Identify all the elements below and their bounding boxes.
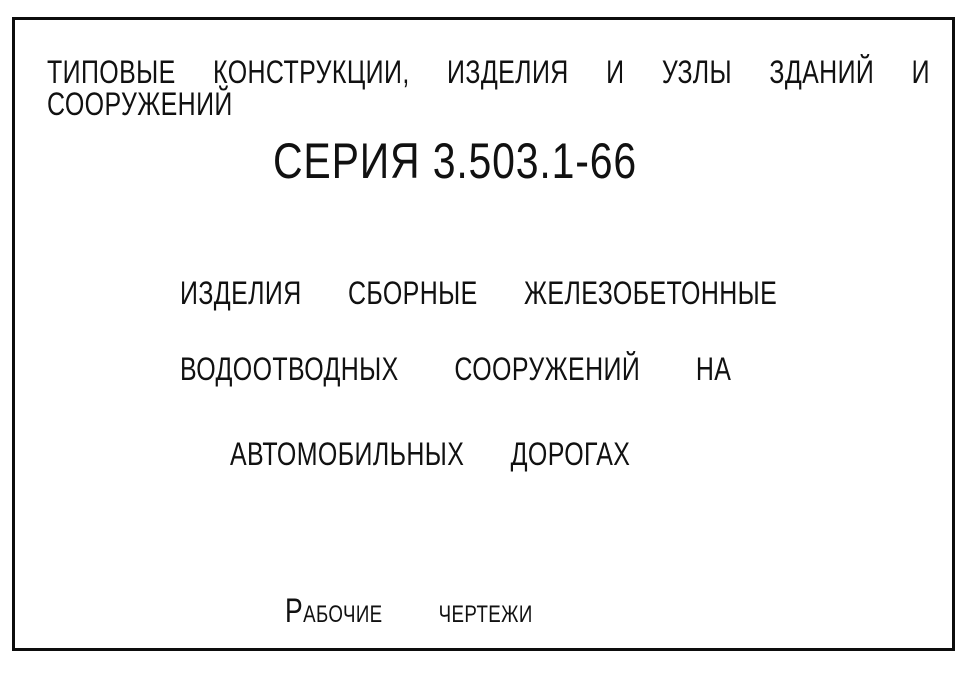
document-classification-header: ТИПОВЫЕ КОНСТРУКЦИИ, ИЗДЕЛИЯ И УЗЛЫ ЗДАНИЙ И СООРУЖЕНИЙ [47,54,930,122]
subject-line-2: ВОДООТВОДНЫХ СООРУЖЕНИЙ НА [180,351,732,387]
subject-line-1: ИЗДЕЛИЯ СБОРНЫЕ ЖЕЛЕЗОБЕТОННЫЕ [180,275,778,311]
page-border-frame [12,17,955,651]
subject-line-3: АВТОМОБИЛЬНЫХ ДОРОГАХ [230,436,631,472]
working-drawings-label: Рабочие чертежи [285,592,533,630]
series-title: СЕРИЯ 3.503.1-66 [273,133,637,189]
